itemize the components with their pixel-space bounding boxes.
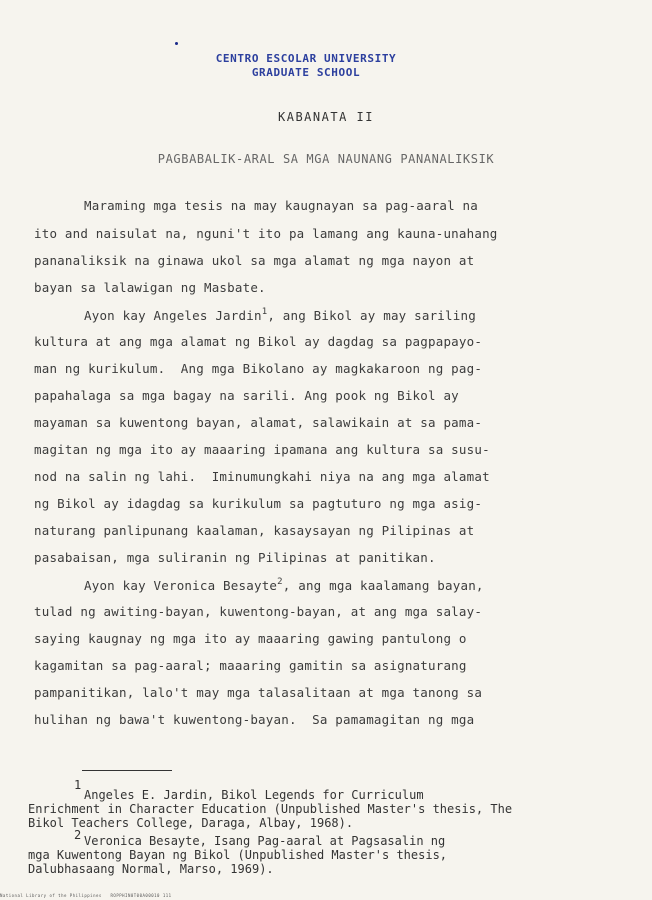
ink-dot	[175, 42, 178, 45]
footnote-ref: 2	[277, 577, 283, 587]
body-line: ng Bikol ay idagdag sa kurikulum sa pagtuturo ng mga asig-	[34, 496, 483, 511]
footnote-ref: 1	[261, 307, 268, 317]
footnote-line: Veronica Besayte, Isang Pag-aaral at Pagsasalin ng	[84, 834, 446, 848]
body-line	[84, 307, 476, 323]
footnote-line: Bikol Teachers College, Daraga, Albay, 1968).	[28, 816, 354, 830]
body-line: hulihan ng bawa't kuwentong-bayan. Sa pamamagitan ng mga	[34, 712, 475, 727]
university-name: CENTRO ESCOLAR UNIVERSITY	[215, 52, 397, 65]
body-line: magitan ng mga ito ay maaaring ipamana ang kultura sa susu-	[34, 442, 490, 457]
scan-footer: National Library of the Philippines ROPPHIN0T00A00010 111	[0, 893, 172, 898]
body-line	[84, 577, 484, 593]
body-line: kagamitan sa pag-aaral; maaaring gamitin sa asignaturang	[34, 658, 467, 673]
body-line: pananaliksik na ginawa ukol sa mga alamat ng mga nayon at	[34, 253, 475, 268]
footnote-line: Enrichment in Character Education (Unpublished Master's thesis, The	[28, 802, 513, 816]
body-line: nod na salin ng lahi. Iminumungkahi niya na ang mga alamat	[34, 469, 490, 484]
footnote-line: Dalubhasaang Normal, Marso, 1969).	[28, 862, 274, 876]
body-line: saying kaugnay ng mga ito ay maaaring gawing pantulong o	[34, 631, 467, 646]
body-line: tulad ng awiting-bayan, kuwentong-bayan, at ang mga salay-	[34, 604, 483, 619]
body-line: ito and naisulat na, nguni't ito pa lamang ang kauna-unahang	[34, 226, 498, 241]
body-line: bayan sa lalawigan ng Masbate.	[34, 280, 266, 295]
body-line: man ng kurikulum. Ang mga Bikolano ay magkakaroon ng pag-	[34, 361, 483, 376]
body-text: Ayon kay Angeles Jardin	[84, 308, 262, 323]
body-line: pampanitikan, lalo't may mga talasalitaan at mga tanong sa	[34, 685, 483, 700]
chapter-heading: KABANATA II	[278, 110, 374, 124]
footnote-rule	[82, 770, 172, 771]
body-text: Ayon kay Veronica Besayte	[84, 578, 278, 593]
body-line: pasabaisan, mga suliranin ng Pilipinas at panitikan.	[34, 550, 436, 565]
body-text: , ang mga kaalamang bayan,	[282, 578, 484, 593]
body-text: , ang Bikol ay may sariling	[267, 308, 476, 323]
footnote-number: 1	[74, 778, 82, 792]
body-line: naturang panlipunang kaalaman, kasaysayan ng Pilipinas at	[34, 523, 475, 538]
body-line: Maraming mga tesis na may kaugnayan sa pag-aaral na	[84, 198, 479, 213]
school-name: GRADUATE SCHOOL	[251, 66, 361, 79]
footnote-line: Angeles E. Jardin, Bikol Legends for Curriculum	[84, 788, 424, 802]
body-line: mayaman sa kuwentong bayan, alamat, salawikain at sa pama-	[34, 415, 483, 430]
footnote-line: mga Kuwentong Bayan ng Bikol (Unpublished Master's thesis,	[28, 848, 448, 862]
body-line: kultura at ang mga alamat ng Bikol ay dagdag sa pagpapayo-	[34, 334, 483, 349]
section-title: PAGBABALIK-ARAL SA MGA NAUNANG PANANALIKSIK	[157, 152, 495, 166]
body-line: papahalaga sa mga bagay na sarili. Ang pook ng Bikol ay	[34, 388, 459, 403]
footnote-number: 2	[74, 828, 82, 842]
